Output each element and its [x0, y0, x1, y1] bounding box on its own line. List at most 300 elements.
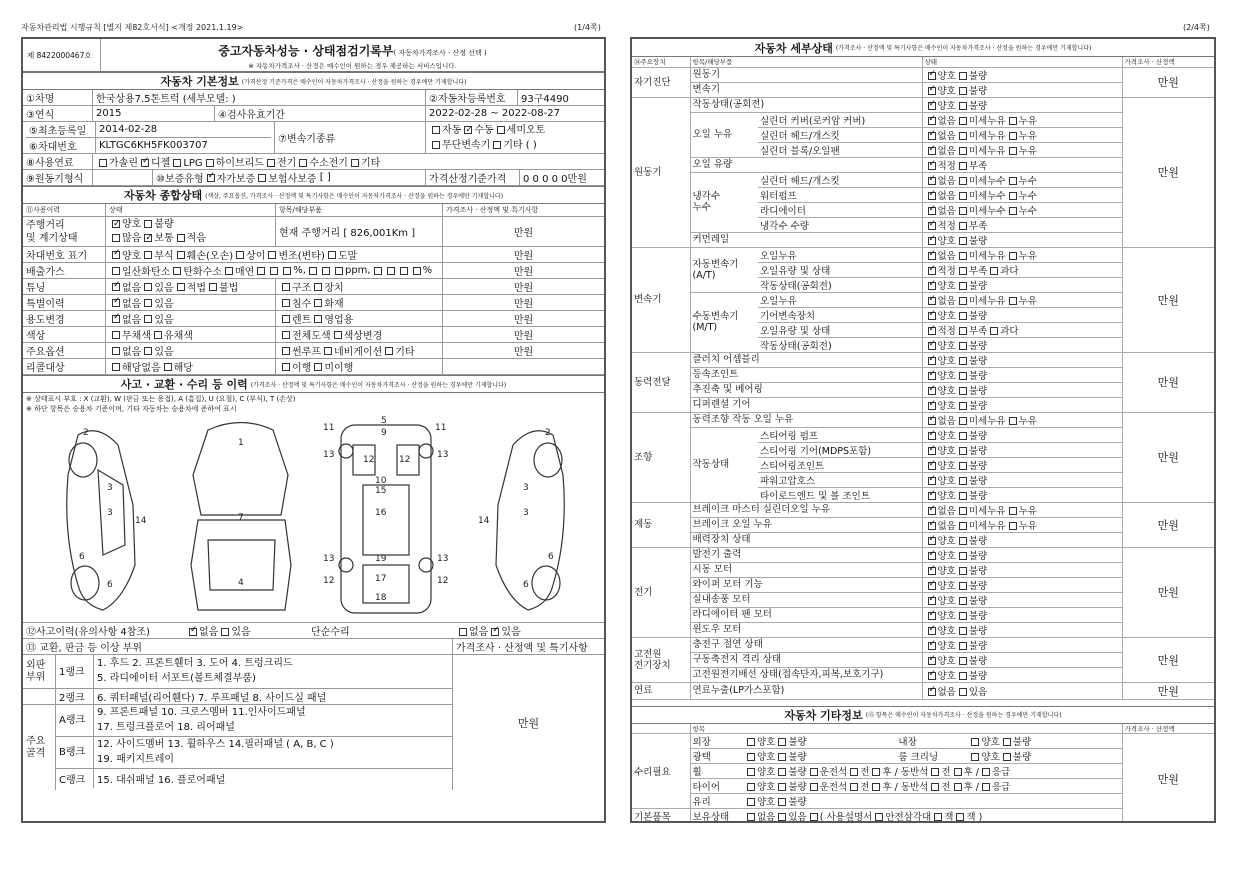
checked-box-icon[interactable] — [928, 462, 936, 470]
checked-box-icon[interactable] — [464, 126, 472, 134]
detail-row: 윈도우 모터 ✓ 양호 불량 — [632, 622, 1214, 637]
checkbox-icon[interactable] — [206, 159, 214, 167]
page-number-2: (2/4쪽) — [1183, 23, 1210, 32]
detail-row: 자기진단 원동기 ✓ 양호 불량 만원 — [632, 67, 1214, 82]
checkbox-icon[interactable] — [959, 537, 967, 545]
checkbox-icon[interactable] — [99, 159, 107, 167]
legend: ※ 상태표시 부호 : X (교환), W (판금 또는 용접), A (흠집), U (요철), C (부식), T (손상) ※ 하단 항목은 승용차 기준이며, 기타 자동차는 승용차에 준하여 표시 — [26, 395, 296, 413]
checkbox-icon[interactable] — [747, 783, 755, 791]
checkbox-icon[interactable] — [959, 672, 967, 680]
page-1 — [21, 37, 606, 823]
checkbox-icon[interactable] — [432, 141, 440, 149]
svg-text:12: 12 — [437, 576, 449, 586]
checkbox-icon[interactable] — [112, 331, 120, 339]
rank-table: 외판 부위 1랭크 1. 후드 2. 프론트휀더 3. 도어 4. 트렁크리드 5. 라디에이터 서포트(볼트체결부품) 2랭크 6. 쿼터패널(리어휀다) 7. 루프패널 8. 사이드실 패널 주요 골격 A랭크 9. 프론트패널 10. 크로스멤버 11.인사이드패널 17. 트렁크플로어 18. 리어패널 B랭크 12. 사이드멤버 13. 휠하우스 14.필러패널 ( A, B, C ) 19. 패키지트레이 C랭크 15. 대쉬패널 16. 플로어패널 만원 — [23, 655, 604, 790]
checkbox-icon[interactable] — [982, 783, 990, 791]
checkbox-icon[interactable] — [747, 813, 755, 821]
checkbox-icon[interactable] — [778, 738, 786, 746]
checkbox-icon[interactable] — [959, 327, 967, 335]
checked-box-icon[interactable] — [207, 174, 215, 182]
checkbox-icon[interactable] — [173, 159, 181, 167]
checkbox-icon[interactable] — [954, 783, 962, 791]
svg-text:13: 13 — [323, 554, 335, 564]
detail-row: 변속기 자동변속기 (A/T) 오일누유 ✓ 없음 미세누유 누유 만원 — [632, 247, 1214, 262]
checkbox-icon[interactable] — [112, 363, 120, 371]
checked-box-icon[interactable] — [928, 387, 936, 395]
first-reg-row: ⑤최초등록일 2014-02-28 ⑥차대번호 KLTGC6KH5FK003707 ⑦변속기종류 자동✓ 수동 세미오토 무단변속기 기타 ( ) — [23, 122, 604, 154]
checkbox-icon[interactable] — [1009, 117, 1017, 125]
detail-row: 라디에이터 팬 모터 ✓ 양호 불량 — [632, 607, 1214, 622]
svg-text:6: 6 — [548, 552, 554, 562]
checked-box-icon[interactable] — [928, 688, 936, 696]
svg-text:12: 12 — [323, 576, 335, 586]
detail-heading: 자동차 세부상태 (가격조사 · 산정액 및 특기사항은 매수인이 자동차가격조사 · 산정을 원하는 경우에만 기재합니다) — [632, 39, 1214, 57]
checkbox-icon[interactable] — [299, 159, 307, 167]
current-mileage: 현재 주행거리 [ 826,001Km ] — [276, 217, 443, 246]
checkbox-icon[interactable] — [959, 192, 967, 200]
checkbox-icon[interactable] — [747, 738, 755, 746]
checkbox-icon[interactable] — [778, 768, 786, 776]
checkbox-icon[interactable] — [493, 141, 501, 149]
checked-box-icon[interactable] — [928, 357, 936, 365]
checkbox-icon[interactable] — [177, 251, 185, 259]
svg-text:6: 6 — [79, 552, 85, 562]
checkbox-icon[interactable] — [990, 327, 998, 335]
checkbox-icon[interactable] — [778, 798, 786, 806]
checked-box-icon[interactable] — [141, 159, 149, 167]
detail-row: 구동축전지 격리 상태 ✓ 양호 불량 — [632, 652, 1214, 667]
detail-row: 원동기 작동상태(공회전) ✓ 양호 불량 만원 — [632, 97, 1214, 112]
other-row: 수리필요 외장 양호 불량 내장 양호 불량 만원 — [632, 734, 1214, 749]
checkbox-icon[interactable] — [959, 567, 967, 575]
checkbox-icon[interactable] — [335, 267, 343, 275]
detail-row: 냉각수 수량 ✓ 적정 부족 — [632, 217, 1214, 232]
checkbox-icon[interactable] — [144, 315, 152, 323]
checkbox-icon[interactable] — [164, 363, 172, 371]
checked-box-icon[interactable] — [928, 537, 936, 545]
checked-box-icon[interactable] — [928, 87, 936, 95]
detail-row: 연료 연료누출(LP가스포함) ✓ 없음 있음 만원 — [632, 682, 1214, 699]
checkbox-icon[interactable] — [282, 331, 290, 339]
checked-box-icon[interactable] — [928, 657, 936, 665]
checkbox-icon[interactable] — [282, 363, 290, 371]
checked-box-icon[interactable] — [112, 299, 120, 307]
checkbox-icon[interactable] — [778, 813, 786, 821]
checkbox-icon[interactable] — [112, 347, 120, 355]
odometer-row: 주행거리 및 계기상태 ✓양호 불량 많음✓ 보통 적음 현재 주행거리 [ 826,001Km ] 만원 — [23, 217, 604, 247]
checkbox-icon[interactable] — [1009, 147, 1017, 155]
checkbox-icon[interactable] — [959, 117, 967, 125]
detail-table: ⑭주요장치 항목/해당부품 상태 가격조사 · 산정액 자기진단 원동기 ✓ 양호 불량 만원 변속기 ✓ 양호 불량 원동기 작동상태(공회전) ✓ 양호 불량 만원 오일 누유 실린더 커버(로커암 커버) ✓ 없음 미세누유 누유 실린더 헤드/개스킷 ✓ 없음 미세누유 누유 실린더 블록/오일팬 ✓ 없음 미세누유 누유 오일 유량 ✓ 적정 부족 냉각수 누수 실린더 헤드/개스킷 ✓ 없음 미세누수 누수 워터펌프 ✓ 없음 미세누수 누수 라디에이터 ✓ 없음 미세누수 누수 냉각수 수량 ✓ 적정 부족 커먼레일 ✓ 양호 불량 변속기 자동변속기 (A/T) 오일누유 ✓ 없음 미세누유 누유 만원 오일유량 및 상태 ✓ 적정 부족 과다 작동상태(공회전) ✓ 양호 불량 수동변속기 (M/T) 오일누유 ✓ 없음 미세누유 누유 기어변속장치 ✓ 양호 불량 오일유량 및 상태 ✓ 적정 부족 과다 작동상태(공회전) ✓ 양호 불량 동력전달 클러치 어셈블리 ✓ 양호 불량 만원 등속조인트 ✓ 양호 불량 추진축 및 베어링 ✓ 양호 불량 디퍼렌셜 기어 ✓ 양호 불량 조향 동력조향 작동 오일 누유 ✓ 없음 미세누유 누유 만원 작동상태 스티어링 펌프 ✓ 양호 불량 스티어링 기어(MDPS포함) ✓ 양호 불량 스티어링조인트 ✓ 양호 불량 파워고압호스 ✓ 양호 불량 타이로드엔드 및 볼 조인트 ✓ 양호 불량 제동 브레이크 마스터 실린더오일 누유 ✓ 없음 미세누유 누유 만원 브레이크 오일 누유 ✓ 없음 미세누유 누유 배력장치 상태 ✓ 양호 불량 전기 발전기 출력 ✓ 양호 불량 만원 시동 모터 ✓ 양호 불량 와이퍼 모터 기능 ✓ 양호 불량 실내송풍 모터 ✓ 양호 불량 라디에이터 팬 모터 ✓ 양호 불량 윈도우 모터 ✓ 양호 불량 고전원 전기장치 충전구 절연 상태 ✓ 양호 불량 만원 구동축전지 격리 상태 ✓ 양호 불량 고전원전기배선 상태(접속단자,피복,보호기구) ✓ 양호 불량 연료 연료누출(LP가스포함) ✓ 없음 있음 만원 — [632, 57, 1214, 700]
checkbox-icon[interactable] — [959, 342, 967, 350]
car-diagram — [23, 415, 604, 623]
checkbox-icon[interactable] — [959, 552, 967, 560]
checkbox-icon[interactable] — [959, 162, 967, 170]
svg-text:12: 12 — [363, 455, 375, 465]
checked-box-icon[interactable] — [189, 628, 197, 636]
checkbox-icon[interactable] — [959, 492, 967, 500]
checkbox-icon[interactable] — [177, 234, 185, 242]
overall-row: 리콜대상 해당없음 해당 이행 미이행 — [23, 359, 604, 375]
checkbox-icon[interactable] — [314, 299, 322, 307]
checkbox-icon[interactable] — [959, 688, 967, 696]
detail-row: 스티어링 기어(MDPS포함) ✓ 양호 불량 — [632, 442, 1214, 457]
detail-row: 라디에이터 ✓ 없음 미세누수 누수 — [632, 202, 1214, 217]
checkbox-icon[interactable] — [959, 297, 967, 305]
checkbox-icon[interactable] — [497, 126, 505, 134]
year-row: ③연식 2015 ④검사유효기간 2022-02-28 ~ 2022-08-27 — [23, 106, 604, 122]
detail-row: 디퍼렌셜 기어 ✓ 양호 불량 — [632, 397, 1214, 412]
checked-box-icon[interactable] — [928, 72, 936, 80]
checkbox-icon[interactable] — [956, 813, 964, 821]
checkbox-icon[interactable] — [982, 768, 990, 776]
checkbox-icon[interactable] — [954, 768, 962, 776]
checkbox-icon[interactable] — [314, 363, 322, 371]
detail-row: 오일 유량 ✓ 적정 부족 — [632, 157, 1214, 172]
checkbox-icon[interactable] — [990, 267, 998, 275]
checkbox-icon[interactable] — [959, 222, 967, 230]
checkbox-icon[interactable] — [810, 813, 818, 821]
checked-box-icon[interactable] — [491, 628, 499, 636]
detail-row: 기어변속장치 ✓ 양호 불량 — [632, 307, 1214, 322]
checkbox-icon[interactable] — [314, 315, 322, 323]
checkbox-icon[interactable] — [1009, 297, 1017, 305]
detail-row: 오일유량 및 상태 ✓ 적정 부족 과다 — [632, 322, 1214, 337]
checkbox-icon[interactable] — [221, 628, 229, 636]
overall-row: 배출가스 일산화탄소 탄화수소 매연 %, ppm, % 만원 — [23, 263, 604, 279]
overall-row: 차대번호 표기 ✓ 양호 부식 훼손(오손) 상이 변조(변타) 도말 만원 — [23, 247, 604, 263]
checkbox-icon[interactable] — [334, 331, 342, 339]
detail-row: 작동상태(공회전) ✓ 양호 불량 — [632, 277, 1214, 292]
other-row: 광택 양호 불량 룸 크리닝 양호 불량 — [632, 749, 1214, 764]
svg-text:10: 10 — [375, 476, 387, 486]
checked-box-icon[interactable] — [928, 477, 936, 485]
overall-header-row: ⑪사용이력 상태 항목/해당부품 가격조사 · 산정액 및 특기사항 — [23, 204, 604, 217]
checked-box-icon[interactable] — [928, 117, 936, 125]
checkbox-icon[interactable] — [385, 347, 393, 355]
checkbox-icon[interactable] — [959, 657, 967, 665]
svg-text:7: 7 — [238, 513, 244, 523]
checkbox-icon[interactable] — [850, 783, 858, 791]
car-name: 한국상용7.5톤트럭 (세부모델: ) — [93, 90, 426, 105]
other-heading: 자동차 기타정보 (⑮ 항목은 매수인이 자동차가격조사 · 산정을 원하는 경우에만 기재합니다) — [632, 706, 1214, 724]
checkbox-icon[interactable] — [144, 220, 152, 228]
checkbox-icon[interactable] — [309, 267, 317, 275]
checked-box-icon[interactable] — [928, 297, 936, 305]
checkbox-icon[interactable] — [959, 207, 967, 215]
checkbox-icon[interactable] — [747, 798, 755, 806]
detail-row: 와이퍼 모터 기능 ✓ 양호 불량 — [632, 577, 1214, 592]
page-number-1: (1/4쪽) — [574, 23, 601, 32]
checkbox-icon[interactable] — [1009, 177, 1017, 185]
other-row: 기본품목 보유상태 없음 있음 ( 사용설명서 안전삼각대 잭 잭 ) — [632, 809, 1214, 824]
checkbox-icon[interactable] — [282, 315, 290, 323]
checked-box-icon[interactable] — [928, 417, 936, 425]
checkbox-icon[interactable] — [959, 582, 967, 590]
checkbox-icon[interactable] — [322, 267, 330, 275]
car-name-row: ①차명 한국상용7.5톤트럭 (세부모델: ) ②자동차등록번호 93구4490 — [23, 90, 604, 106]
svg-text:6: 6 — [107, 580, 113, 590]
checkbox-icon[interactable] — [283, 267, 291, 275]
checkbox-icon[interactable] — [934, 813, 942, 821]
checkbox-icon[interactable] — [387, 267, 395, 275]
checkbox-icon[interactable] — [959, 462, 967, 470]
checked-box-icon[interactable] — [112, 220, 120, 228]
checkbox-icon[interactable] — [959, 312, 967, 320]
overall-row: 특별이력 ✓ 없음 있음 침수 화재 만원 — [23, 295, 604, 311]
checkbox-icon[interactable] — [1009, 132, 1017, 140]
checkbox-icon[interactable] — [400, 267, 408, 275]
detail-row: 조향 동력조향 작동 오일 누유 ✓ 없음 미세누유 누유 만원 — [632, 412, 1214, 427]
checked-box-icon[interactable] — [928, 447, 936, 455]
svg-text:13: 13 — [437, 554, 449, 564]
overall-row: 용도변경 ✓ 없음 있음 렌트 영업용 만원 — [23, 311, 604, 327]
svg-text:12: 12 — [399, 455, 411, 465]
base-price: 0 0 0 0 0만원 — [523, 174, 587, 185]
checkbox-icon[interactable] — [257, 267, 265, 275]
checkbox-icon[interactable] — [959, 612, 967, 620]
detail-row: 시동 모터 ✓ 양호 불량 — [632, 562, 1214, 577]
checkbox-icon[interactable] — [810, 783, 818, 791]
checked-box-icon[interactable] — [928, 192, 936, 200]
checkbox-icon[interactable] — [971, 753, 979, 761]
svg-text:14: 14 — [135, 516, 147, 526]
accident-history-row: ⑫사고이력(유의사항 4참조) ✓ 없음 있음 단순수리 없음✓ 있음 — [23, 623, 604, 639]
overall-row: 색상 무채색 유채색 전체도색 색상변경 만원 — [23, 327, 604, 343]
checkbox-icon[interactable] — [959, 477, 967, 485]
checkbox-icon[interactable] — [268, 251, 276, 259]
checked-box-icon[interactable] — [928, 342, 936, 350]
checkbox-icon[interactable] — [778, 783, 786, 791]
checkbox-icon[interactable] — [959, 72, 967, 80]
checkbox-icon[interactable] — [1009, 522, 1017, 530]
other-row: 유리 양호 불량 — [632, 794, 1214, 809]
detail-row: 작동상태 스티어링 펌프 ✓ 양호 불량 — [632, 427, 1214, 442]
checkbox-icon[interactable] — [959, 267, 967, 275]
detail-row: 오일유량 및 상태 ✓ 적정 부족 과다 — [632, 262, 1214, 277]
checked-box-icon[interactable] — [928, 492, 936, 500]
svg-text:17: 17 — [375, 574, 387, 584]
detail-row: 오일 누유 실린더 커버(로커암 커버) ✓ 없음 미세누유 누유 — [632, 112, 1214, 127]
checkbox-icon[interactable] — [959, 522, 967, 530]
checked-box-icon[interactable] — [928, 522, 936, 530]
checked-box-icon[interactable] — [928, 432, 936, 440]
checkbox-icon[interactable] — [810, 768, 818, 776]
checkbox-icon[interactable] — [1009, 252, 1017, 260]
checkbox-icon[interactable] — [154, 331, 162, 339]
checkbox-icon[interactable] — [1003, 738, 1011, 746]
overall-row: 주요옵션 없음 있음 썬루프 네비게이션 기타 만원 — [23, 343, 604, 359]
checkbox-icon[interactable] — [112, 267, 120, 275]
checkbox-icon[interactable] — [144, 347, 152, 355]
checked-box-icon[interactable] — [928, 177, 936, 185]
checkbox-icon[interactable] — [931, 768, 939, 776]
detail-row: 고전원전기배선 상태(접속단자,피복,보호기구) ✓ 양호 불량 — [632, 667, 1214, 682]
checked-box-icon[interactable] — [112, 283, 120, 291]
checked-box-icon[interactable] — [928, 627, 936, 635]
svg-text:3: 3 — [523, 508, 529, 518]
checkbox-icon[interactable] — [144, 251, 152, 259]
checkbox-icon[interactable] — [850, 768, 858, 776]
inspection-validity: 2022-02-28 ~ 2022-08-27 — [429, 108, 560, 119]
checked-box-icon[interactable] — [928, 312, 936, 320]
checkbox-icon[interactable] — [282, 299, 290, 307]
exchange-header-row: ⑬ 교환, 판금 등 이상 부위 가격조사 · 산정액 및 특기사항 — [23, 639, 604, 655]
checked-box-icon[interactable] — [144, 234, 152, 242]
checkbox-icon[interactable] — [236, 251, 244, 259]
checkbox-icon[interactable] — [959, 417, 967, 425]
detail-row: 스티어링조인트 ✓ 양호 불량 — [632, 457, 1214, 472]
checked-box-icon[interactable] — [928, 162, 936, 170]
document-title: 중고자동차성능 · 상태점검기록부 — [218, 44, 394, 58]
detail-row: 추진축 및 베어링 ✓ 양호 불량 — [632, 382, 1214, 397]
detail-row: 커먼레일 ✓ 양호 불량 — [632, 232, 1214, 247]
checkbox-icon[interactable] — [225, 267, 233, 275]
checkbox-icon[interactable] — [959, 372, 967, 380]
svg-text:16: 16 — [375, 508, 387, 518]
checkbox-icon[interactable] — [959, 597, 967, 605]
other-row: 타이어 양호 불량 운전석 전 후 / 동반석 전 후 / 응급 — [632, 779, 1214, 794]
checkbox-icon[interactable] — [875, 813, 883, 821]
checkbox-icon[interactable] — [270, 267, 278, 275]
checked-box-icon[interactable] — [928, 672, 936, 680]
checkbox-icon[interactable] — [351, 159, 359, 167]
checkbox-icon[interactable] — [328, 251, 336, 259]
checkbox-icon[interactable] — [959, 627, 967, 635]
form-header-left: 자동차관리법 시행규칙 [별지 제82호서식] <개정 2021.1.19> — [21, 23, 244, 32]
checkbox-icon[interactable] — [959, 252, 967, 260]
accident-heading: 사고 · 교환 · 수리 등 이력 (가격조사 · 산정액 및 특기사항은 매수인이 자동차가격조사 · 산정을 원하는 경우에만 기재합니다) — [23, 375, 604, 393]
checkbox-icon[interactable] — [282, 347, 290, 355]
checkbox-icon[interactable] — [747, 768, 755, 776]
checkbox-icon[interactable] — [282, 283, 290, 291]
checkbox-icon[interactable] — [432, 126, 440, 134]
checked-box-icon[interactable] — [928, 372, 936, 380]
checkbox-icon[interactable] — [177, 283, 185, 291]
checkbox-icon[interactable] — [209, 283, 217, 291]
checkbox-icon[interactable] — [1009, 192, 1017, 200]
checked-box-icon[interactable] — [928, 267, 936, 275]
title-option: ( 자동차가격조사 · 산정 선택 ) — [393, 49, 487, 57]
checked-box-icon[interactable] — [928, 402, 936, 410]
checked-box-icon[interactable] — [928, 282, 936, 290]
checked-box-icon[interactable] — [928, 237, 936, 245]
detail-row: 고전원 전기장치 충전구 절연 상태 ✓ 양호 불량 만원 — [632, 637, 1214, 652]
registration-number: 93구4490 — [521, 94, 569, 105]
svg-text:1: 1 — [238, 438, 244, 448]
checkbox-icon[interactable] — [324, 347, 332, 355]
detail-row: 실내송풍 모터 ✓ 양호 불량 — [632, 592, 1214, 607]
checkbox-icon[interactable] — [144, 283, 152, 291]
model-year: 2015 — [93, 106, 215, 121]
checkbox-icon[interactable] — [144, 299, 152, 307]
other-table: 항목 가격조사 · 산정액 수리필요 외장 양호 불량 내장 양호 불량 만원 광택 양호 불량 룸 크리닝 양호 불량 휠 양호 불량 운전석 전 후 / 동반석 전 후 / 응급 타이어 양호 불량 운전석 전 후 / 동반석 전 후 / 응급 유리 양호 불량 기본품목 보유상태 없음 있음 ( 사용설명서 안전삼각대 잭 잭 ) — [632, 724, 1214, 824]
checkbox-icon[interactable] — [374, 267, 382, 275]
checked-box-icon[interactable] — [112, 315, 120, 323]
checkbox-icon[interactable] — [1009, 417, 1017, 425]
svg-text:5: 5 — [381, 416, 387, 426]
detail-row: 수동변속기 (M/T) 오일누유 ✓ 없음 미세누유 누유 — [632, 292, 1214, 307]
checkbox-icon[interactable] — [747, 753, 755, 761]
checkbox-icon[interactable] — [959, 507, 967, 515]
checkbox-icon[interactable] — [1009, 207, 1017, 215]
svg-text:3: 3 — [107, 483, 113, 493]
detail-row: 배력장치 상태 ✓ 양호 불량 — [632, 532, 1214, 547]
accident-price: 만원 — [517, 716, 540, 730]
checkbox-icon[interactable] — [1003, 753, 1011, 761]
other-row: 휠 양호 불량 운전석 전 후 / 동반석 전 후 / 응급 — [632, 764, 1214, 779]
checked-box-icon[interactable] — [928, 582, 936, 590]
checkbox-icon[interactable] — [959, 177, 967, 185]
checked-box-icon[interactable] — [928, 567, 936, 575]
checkbox-icon[interactable] — [959, 87, 967, 95]
checkbox-icon[interactable] — [267, 159, 275, 167]
checkbox-icon[interactable] — [314, 283, 322, 291]
checked-box-icon[interactable] — [928, 252, 936, 260]
detail-row: 실린더 헤드/개스킷 ✓ 없음 미세누유 누유 — [632, 127, 1214, 142]
detail-row: 등속조인트 ✓ 양호 불량 — [632, 367, 1214, 382]
checkbox-icon[interactable] — [1009, 507, 1017, 515]
checked-box-icon[interactable] — [112, 251, 120, 259]
checkbox-icon[interactable] — [459, 628, 467, 636]
checkbox-icon[interactable] — [959, 147, 967, 155]
checkbox-icon[interactable] — [959, 642, 967, 650]
checked-box-icon[interactable] — [928, 222, 936, 230]
checked-box-icon[interactable] — [928, 327, 936, 335]
checkbox-icon[interactable] — [872, 768, 880, 776]
checkbox-icon[interactable] — [959, 282, 967, 290]
checkbox-icon[interactable] — [959, 432, 967, 440]
checkbox-icon[interactable] — [959, 357, 967, 365]
checkbox-icon[interactable] — [971, 738, 979, 746]
overall-heading: 자동차 종합상태 (색상, 주요옵션, 가격조사 · 산정액 및 특기사항은 매수인이 자동차가격조사 · 산정을 원하는 경우에만 기재합니다) — [23, 186, 604, 204]
checked-box-icon[interactable] — [928, 507, 936, 515]
checkbox-icon[interactable] — [778, 753, 786, 761]
detail-row: 작동상태(공회전) ✓ 양호 불량 — [632, 337, 1214, 352]
svg-text:15: 15 — [375, 486, 387, 496]
checkbox-icon[interactable] — [872, 783, 880, 791]
svg-text:18: 18 — [375, 593, 387, 603]
detail-row: 전기 발전기 출력 ✓ 양호 불량 만원 — [632, 547, 1214, 562]
checked-box-icon[interactable] — [928, 642, 936, 650]
checked-box-icon[interactable] — [928, 552, 936, 560]
checkbox-icon[interactable] — [959, 237, 967, 245]
checkbox-icon[interactable] — [258, 174, 266, 182]
checkbox-icon[interactable] — [959, 402, 967, 410]
checked-box-icon[interactable] — [928, 102, 936, 110]
svg-text:3: 3 — [107, 508, 113, 518]
checkbox-icon[interactable] — [173, 267, 181, 275]
checked-box-icon[interactable] — [928, 207, 936, 215]
checkbox-icon[interactable] — [413, 267, 421, 275]
checked-box-icon[interactable] — [928, 147, 936, 155]
car-outline-icon — [23, 415, 606, 623]
checked-box-icon[interactable] — [928, 132, 936, 140]
page-2 — [630, 37, 1216, 823]
title-note: ※ 자동차가격조사 · 산정은 매수인이 원하는 경우 제공하는 서비스입니다. — [248, 62, 457, 70]
checked-box-icon[interactable] — [928, 597, 936, 605]
overall-row: 튜닝 ✓ 없음 있음 적법 불법 구조 장치 만원 — [23, 279, 604, 295]
svg-text:19: 19 — [375, 554, 387, 564]
checkbox-icon[interactable] — [959, 132, 967, 140]
checked-box-icon[interactable] — [928, 612, 936, 620]
checkbox-icon[interactable] — [112, 234, 120, 242]
checkbox-icon[interactable] — [959, 447, 967, 455]
checkbox-icon[interactable] — [959, 102, 967, 110]
checkbox-icon[interactable] — [959, 387, 967, 395]
fuel-options: 가솔린✓ 디젤 LPG 하이브리드 전기 수소전기 기타 — [93, 154, 383, 169]
checkbox-icon[interactable] — [931, 783, 939, 791]
